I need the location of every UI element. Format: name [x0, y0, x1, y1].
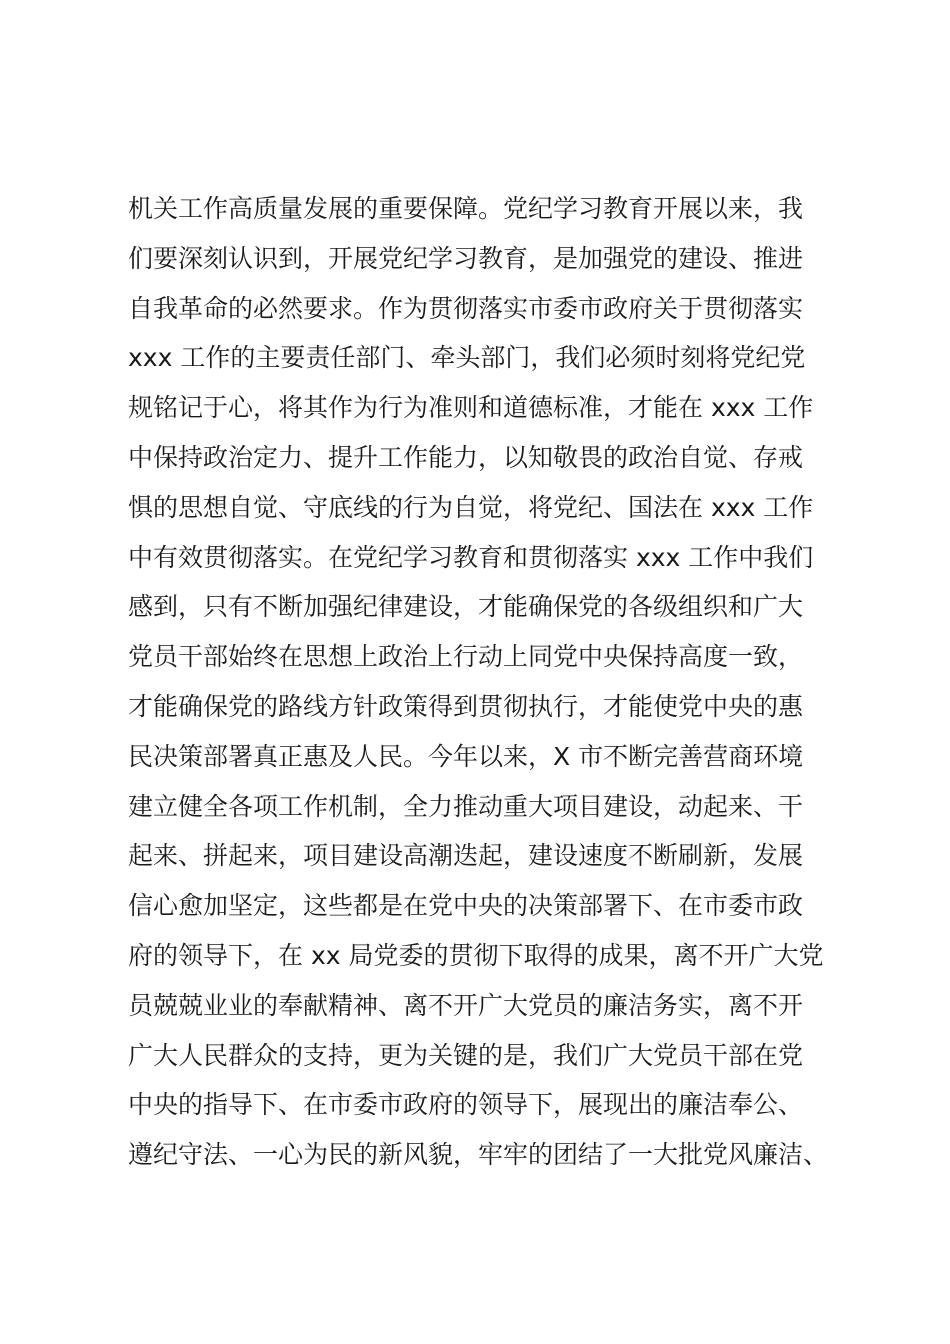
text-line: 遵纪守法、一心为民的新风貌，牢牢的团结了一大批党风廉洁、 [128, 1140, 829, 1170]
text-line: 中央的指导下、在市委市政府的领导下，展现出的廉洁奉公、 [128, 1090, 804, 1120]
text-line: 自我革命的必然要求。作为贯彻落实市委市政府关于贯彻落实 [128, 293, 804, 323]
text-line: 建立健全各项工作机制，全力推动重大项目建设，动起来、干 [128, 791, 804, 821]
body-paragraph [128, 184, 848, 1180]
text-line: 信心愈加坚定，这些都是在党中央的决策部署下、在市委市政 [128, 891, 804, 921]
text-line: 中有效贯彻落实。在党纪学习教育和贯彻落实 xxx 工作中我们 [128, 542, 814, 572]
text-line: 起来、拼起来，项目建设高潮迭起，建设速度不断刷新，发展 [128, 841, 804, 871]
text-line: 党员干部始终在思想上政治上行动上同党中央保持高度一致， [128, 642, 804, 672]
text-line: 广大人民群众的支持，更为关键的是，我们广大党员干部在党 [128, 1040, 804, 1070]
text-line: 府的领导下，在 xx 局党委的贯彻下取得的成果，离不开广大党 [128, 940, 824, 970]
text-line: 才能确保党的路线方针政策得到贯彻执行，才能使党中央的惠 [128, 691, 804, 721]
text-line: 感到，只有不断加强纪律建设，才能确保党的各级组织和广大 [128, 592, 804, 622]
text-line: 惧的思想自觉、守底线的行为自觉，将党纪、国法在 xxx 工作 [128, 492, 814, 522]
text-line: 规铭记于心，将其作为行为准则和道德标准，才能在 xxx 工作 [128, 393, 814, 423]
text-line: 中保持政治定力、提升工作能力，以知敬畏的政治自觉、存戒 [128, 442, 804, 472]
text-line: 员兢兢业业的奉献精神、离不开广大党员的廉洁务实，离不开 [128, 990, 804, 1020]
text-line: xxx 工作的主要责任部门、牵头部门，我们必须时刻将党纪党 [128, 343, 806, 373]
text-line: 民决策部署真正惠及人民。今年以来，X 市不断完善营商环境 [128, 741, 804, 771]
text-line: 们要深刻认识到，开展党纪学习教育，是加强党的建设、推进 [128, 243, 804, 273]
text-line: 机关工作高质量发展的重要保障。党纪学习教育开展以来，我 [128, 194, 804, 223]
